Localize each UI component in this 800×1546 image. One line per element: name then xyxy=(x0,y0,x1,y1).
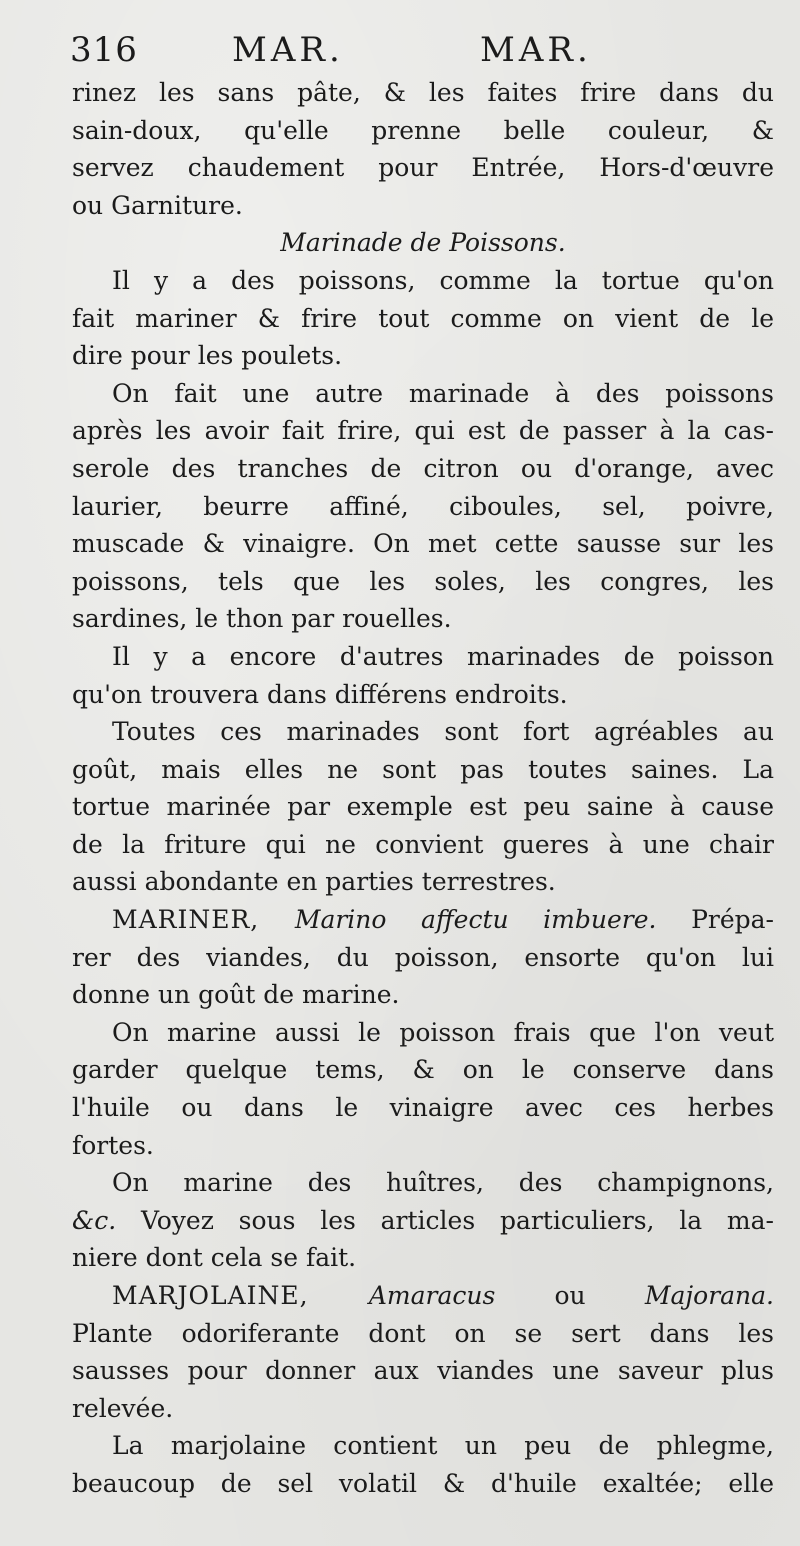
latin-term: Majorana. xyxy=(644,1281,774,1310)
text-line: dire pour les poulets. xyxy=(72,341,343,371)
text-line: muscade & vinaigre. On met cette sausse sur les xyxy=(72,529,774,559)
text-line: sausses pour donner aux viandes une saveur plus xyxy=(72,1356,774,1386)
body-text xyxy=(72,74,774,1503)
text-line: qu'on trouvera dans différens endroits. xyxy=(72,679,568,709)
text-line: relevée. xyxy=(72,1393,174,1423)
text-line: garder quelque tems, & on le conserve dans xyxy=(72,1055,774,1085)
text-line: l'huile ou dans le vinaigre avec ces herbes xyxy=(72,1093,774,1123)
section-heading: Marinade de Poissons. xyxy=(280,228,566,258)
text-line: servez chaudement pour Entrée, Hors-d'œuvre xyxy=(72,153,774,183)
text-line: niere dont cela se fait. xyxy=(72,1243,357,1273)
text-line: Il y a encore d'autres marinades de poisson xyxy=(112,641,774,671)
text-line: rinez les sans pâte, & les faites frire dans du xyxy=(72,78,774,107)
text-line: Il y a des poissons, comme la tortue qu'on xyxy=(112,265,774,295)
text-line: laurier, beurre affiné, ciboules, sel, poivre, xyxy=(72,491,774,521)
entry-text: ou xyxy=(495,1281,645,1310)
text-line: fortes. xyxy=(72,1130,154,1160)
text-line: tortue marinée par exemple est peu saine à cause xyxy=(72,792,774,822)
page-number: 316 xyxy=(70,30,138,70)
text-line: serole des tranches de citron ou d'orange, avec xyxy=(72,453,774,483)
latin-term: Marino affectu imbuere. xyxy=(294,905,657,935)
entry-line-mariner xyxy=(72,901,774,939)
text-line: La marjolaine contient un peu de phlegme, xyxy=(112,1431,774,1461)
text-line: On marine des huîtres, des champignons, xyxy=(112,1168,774,1198)
text-line: donne un goût de marine. xyxy=(72,980,400,1010)
text-line: aussi abondante en parties terrestres. xyxy=(72,867,556,897)
text-line: poissons, tels que les soles, les congres, les xyxy=(72,566,774,596)
text-line: On fait une autre marinade à des poissons xyxy=(112,378,774,408)
text-line-etc xyxy=(72,1202,774,1240)
etc-abbrev: &c. xyxy=(72,1205,117,1235)
entry-text: Prépa- xyxy=(656,905,774,935)
running-head-right: MAR. xyxy=(480,30,592,70)
text-line: fait mariner & frire tout comme on vient de le xyxy=(72,303,774,333)
text-line: Plante odoriferante dont on se sert dans les xyxy=(72,1318,774,1348)
text-line: ou Garniture. xyxy=(72,190,243,220)
entry-headword: MARINER, xyxy=(112,905,295,935)
latin-term: Amaracus xyxy=(368,1281,496,1310)
text-line: sain-doux, qu'elle prenne belle couleur, & xyxy=(72,115,774,145)
text-line: On marine aussi le poisson frais que l'on veut xyxy=(112,1017,774,1047)
page-header xyxy=(70,26,770,74)
running-head-left: MAR. xyxy=(232,30,344,70)
text-line: beaucoup de sel volatil & d'huile exaltée; elle xyxy=(72,1468,774,1498)
entry-headword: MARJOLAINE, xyxy=(112,1281,369,1310)
text-line: rer des viandes, du poisson, ensorte qu'on lui xyxy=(72,942,774,972)
text-line: goût, mais elles ne sont pas toutes saines. La xyxy=(72,754,774,784)
text-line: Toutes ces marinades sont fort agréables au xyxy=(112,717,774,747)
text-line: sardines, le thon par rouelles. xyxy=(72,604,452,634)
text-line: de la friture qui ne convient gueres à une chair xyxy=(72,829,774,859)
entry-text: Voyez sous les articles particuliers, la ma- xyxy=(116,1205,774,1235)
text-line: après les avoir fait frire, qui est de passer à la cas- xyxy=(72,416,774,446)
entry-line-marjolaine xyxy=(72,1277,774,1315)
